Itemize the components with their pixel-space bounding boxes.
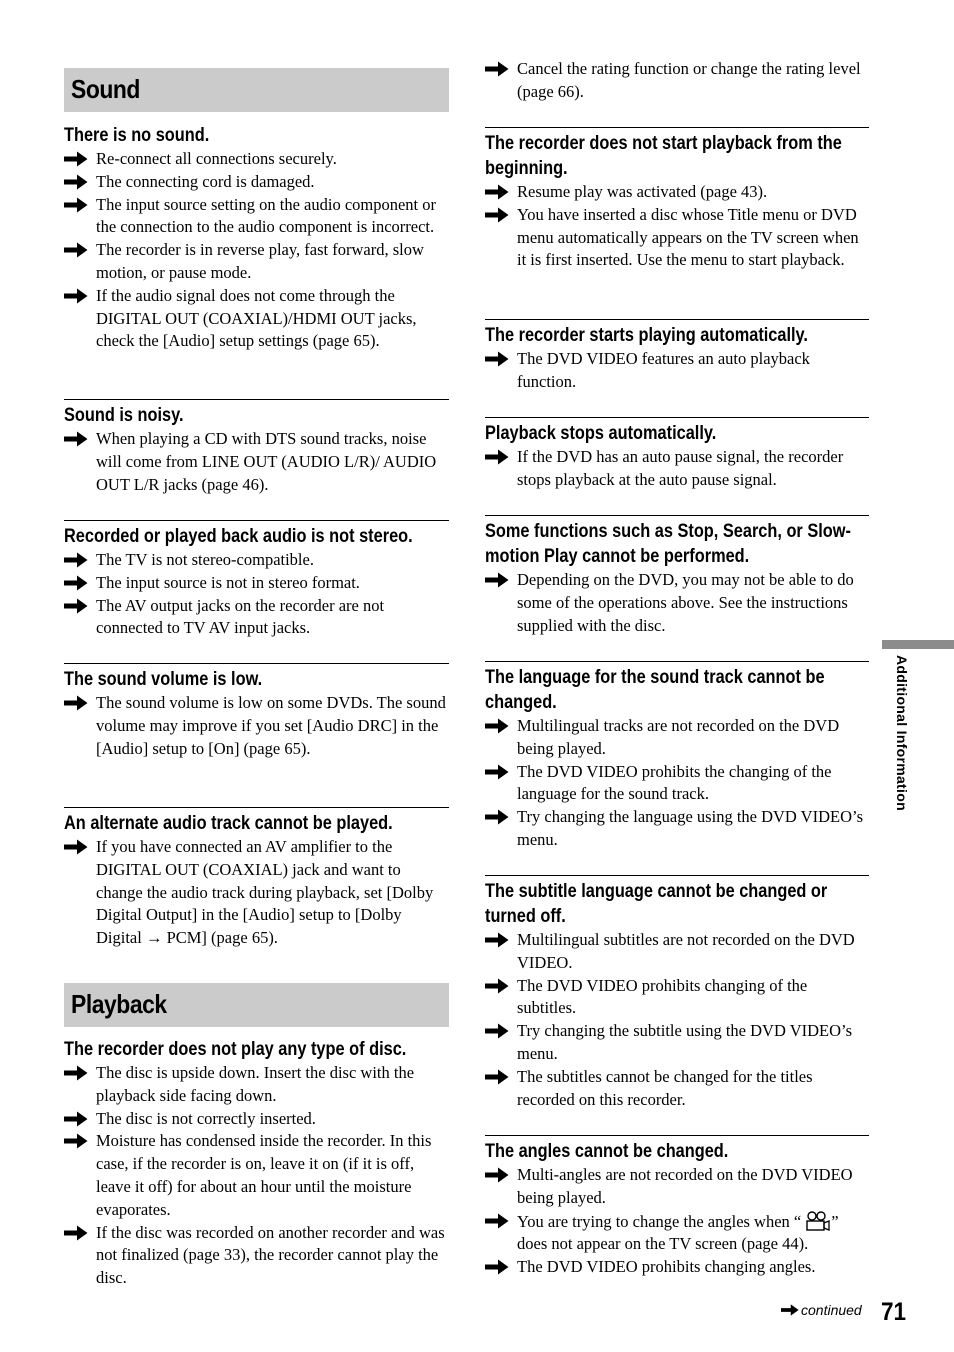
answer-item: If you have connected an AV amplifier to the DIGITAL OUT (COAXIAL) jack and want to change the audio track during playback, set [Dolby Digital Output] in the [Audio] setup to [Dolby Digital → PCM] (page 65). xyxy=(64,836,449,950)
arrow-icon xyxy=(780,1304,800,1316)
answer-item: The DVD VIDEO prohibits changing of the subtitles. xyxy=(485,975,869,1021)
section-header-sound xyxy=(64,68,449,112)
answer-item: If the disc was recorded on another recorder and was not finalized (page 33), the recorder cannot play the disc. xyxy=(64,1222,449,1290)
answer-item: You have inserted a disc whose Title menu or DVD menu automatically appears on the TV screen when it is first inserted. Use the menu to start playback. xyxy=(485,204,869,272)
qa-volume-low xyxy=(64,663,449,760)
qa-auto-stop xyxy=(485,417,869,492)
arrow-icon xyxy=(485,1023,509,1039)
arrow-icon xyxy=(485,718,509,734)
arrow-icon xyxy=(64,242,88,258)
answer-item: Try changing the subtitle using the DVD VIDEO’s menu. xyxy=(485,1020,869,1066)
arrow-icon xyxy=(64,288,88,304)
arrow-icon xyxy=(485,809,509,825)
qa-continued xyxy=(485,58,869,104)
answer-item: If the audio signal does not come through the DIGITAL OUT (COAXIAL)/HDMI OUT jacks, check the [Audio] setup settings (page 65). xyxy=(64,285,449,353)
qa-no-play xyxy=(64,1037,449,1290)
qa-auto-play xyxy=(485,319,869,394)
qa-angles xyxy=(485,1135,869,1279)
side-tab-label: Additional Information xyxy=(894,655,910,811)
answer-item: The DVD VIDEO features an auto playback function. xyxy=(485,348,869,394)
answer-item: The input source is not in stereo format. xyxy=(64,572,449,595)
arrow-icon xyxy=(64,197,88,213)
arrow-icon xyxy=(64,695,88,711)
answer-item: Resume play was activated (page 43). xyxy=(485,181,869,204)
arrow-icon xyxy=(485,207,509,223)
answer-item: The sound volume is low on some DVDs. The sound volume may improve if you set [Audio DRC] in the [Audio] setup to [On] (page 65). xyxy=(64,692,449,760)
page-number: 71 xyxy=(881,1298,907,1326)
arrow-icon xyxy=(64,1225,88,1241)
qa-alternate-audio xyxy=(64,807,449,950)
question-heading: The recorder does not start playback from the beginning. xyxy=(485,133,842,179)
question-heading: Playback stops automatically. xyxy=(485,423,717,444)
qa-no-sound xyxy=(64,123,449,353)
question-heading: Recorded or played back audio is not stereo. xyxy=(64,526,413,547)
side-tab-marker xyxy=(882,640,954,649)
answer-item: The DVD VIDEO prohibits the changing of the language for the sound track. xyxy=(485,761,869,807)
question-heading: The language for the sound track cannot be changed. xyxy=(485,667,825,713)
arrow-icon xyxy=(64,151,88,167)
answer-item: Depending on the DVD, you may not be able to do some of the operations above. See the instructions supplied with the disc. xyxy=(485,569,869,637)
arrow-icon xyxy=(64,1065,88,1081)
answer-item: Cancel the rating function or change the rating level (page 66). xyxy=(485,58,869,104)
arrow-icon xyxy=(64,839,88,855)
answer-item: Multi-angles are not recorded on the DVD VIDEO being played. xyxy=(485,1164,869,1210)
question-heading: The angles cannot be changed. xyxy=(485,1141,729,1162)
arrow-icon xyxy=(64,575,88,591)
section-header-playback xyxy=(64,983,449,1027)
question-heading: The recorder starts playing automatically. xyxy=(485,325,808,346)
answer-item: Try changing the language using the DVD VIDEO’s menu. xyxy=(485,806,869,852)
arrow-icon xyxy=(485,61,509,77)
question-heading: The recorder does not play any type of disc. xyxy=(64,1039,407,1060)
arrow-icon xyxy=(485,1259,509,1275)
arrow-icon xyxy=(64,1133,88,1149)
arrow-icon xyxy=(485,764,509,780)
answer-item: The TV is not stereo-compatible. xyxy=(64,549,449,572)
arrow-icon xyxy=(485,978,509,994)
question-heading: Some functions such as Stop, Search, or Slow-motion Play cannot be performed. xyxy=(485,521,851,567)
qa-not-stereo xyxy=(64,520,449,640)
answer-item: The disc is not correctly inserted. xyxy=(64,1108,449,1131)
qa-sound-noisy xyxy=(64,399,449,496)
question-heading: The sound volume is low. xyxy=(64,669,263,690)
qa-subtitle xyxy=(485,875,869,1111)
answer-item: The connecting cord is damaged. xyxy=(64,171,449,194)
answer-item: The disc is upside down. Insert the disc with the playback side facing down. xyxy=(64,1062,449,1108)
qa-sound-language xyxy=(485,661,869,852)
arrow-icon xyxy=(64,598,88,614)
qa-functions xyxy=(485,515,869,637)
arrow-icon xyxy=(64,1111,88,1127)
arrow-icon xyxy=(64,431,88,447)
answer-item: Moisture has condensed inside the recorder. In this case, if the recorder is on, leave it on (if it is off, leave it off) for about an hour until the moisture evaporates. xyxy=(64,1130,449,1221)
question-heading: Sound is noisy. xyxy=(64,405,184,426)
answer-item: Multilingual tracks are not recorded on the DVD being played. xyxy=(485,715,869,761)
arrow-icon xyxy=(64,552,88,568)
answer-item: The AV output jacks on the recorder are not connected to TV AV input jacks. xyxy=(64,595,449,641)
arrow-icon xyxy=(485,1167,509,1183)
answer-item: Re-connect all connections securely. xyxy=(64,148,449,171)
answer-item: The subtitles cannot be changed for the titles recorded on this recorder. xyxy=(485,1066,869,1112)
arrow-icon xyxy=(64,174,88,190)
answer-item: The DVD VIDEO prohibits changing angles. xyxy=(485,1256,869,1279)
arrow-icon xyxy=(485,572,509,588)
angle-icon xyxy=(801,1210,831,1232)
answer-item: You are trying to change the angles when “ ” does not appear on the TV screen (page 44). xyxy=(485,1210,869,1257)
continued-note: continued xyxy=(780,1302,862,1318)
qa-not-from-beginning xyxy=(485,127,869,272)
arrow-icon xyxy=(485,351,509,367)
question-heading: An alternate audio track cannot be played. xyxy=(64,813,393,834)
arrow-icon xyxy=(485,932,509,948)
question-heading: There is no sound. xyxy=(64,125,210,146)
arrow-icon xyxy=(485,184,509,200)
answer-item: Multilingual subtitles are not recorded on the DVD VIDEO. xyxy=(485,929,869,975)
arrow-icon xyxy=(485,1069,509,1085)
answer-item: The input source setting on the audio component or the connection to the audio component is incorrect. xyxy=(64,194,449,240)
section-title: Playback xyxy=(71,989,167,1019)
arrow-icon xyxy=(485,1213,509,1229)
arrow-icon xyxy=(485,449,509,465)
question-heading: The subtitle language cannot be changed or turned off. xyxy=(485,881,828,927)
section-title: Sound xyxy=(71,74,140,104)
answer-item: The recorder is in reverse play, fast forward, slow motion, or pause mode. xyxy=(64,239,449,285)
answer-item: When playing a CD with DTS sound tracks, noise will come from LINE OUT (AUDIO L/R)/ AUDIO OUT L/R jacks (page 46). xyxy=(64,428,449,496)
answer-item: If the DVD has an auto pause signal, the recorder stops playback at the auto pause signal. xyxy=(485,446,869,492)
